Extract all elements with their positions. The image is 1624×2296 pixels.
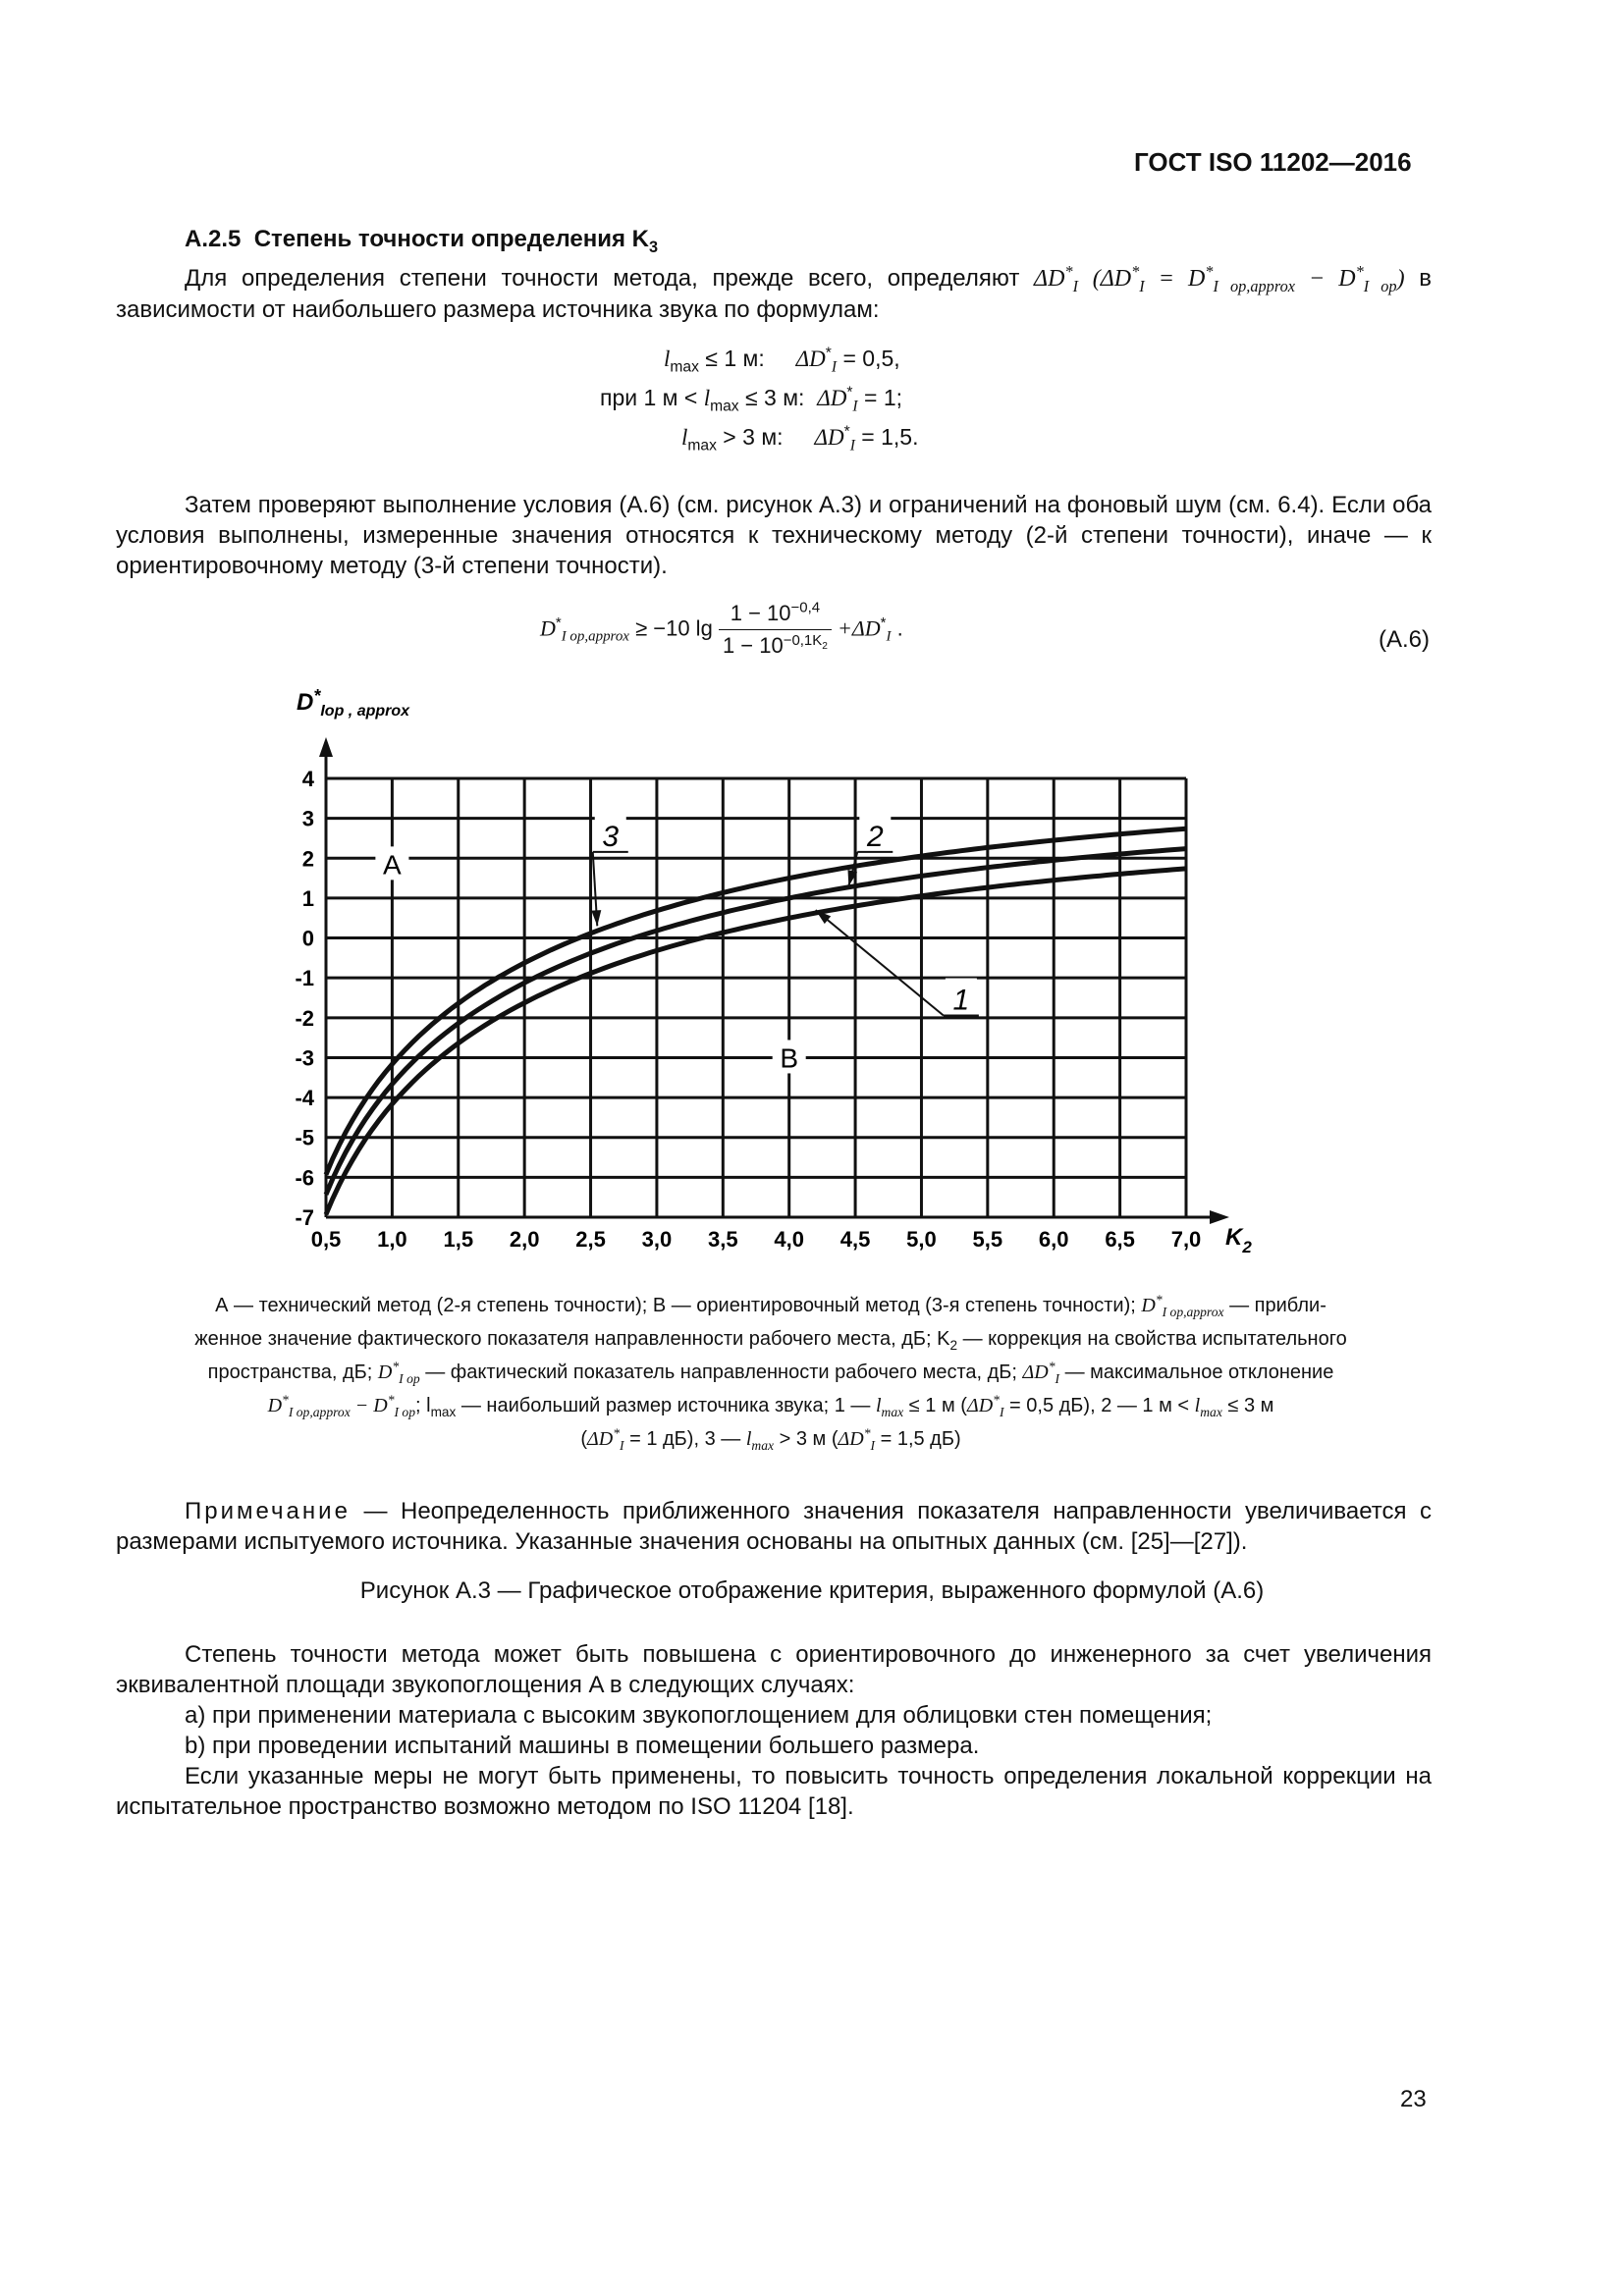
paragraph-line: Если указанные меры не могут быть применены, то повысить точность определения локальной коррекции на испытательное пространство возможно методом по ISO 11204 [18].: [116, 1763, 1432, 1820]
curve-number-label: 1: [952, 984, 970, 1017]
page-number: 23: [1400, 2086, 1427, 2112]
legend-line: А — технический метод (2-я степень точности); В — ориентировочный метод (3-я степень точности); $D^*_{I op,approx}$ — прибли-: [215, 1292, 1326, 1319]
chart-grid: [326, 778, 1186, 1217]
figure-legend: [128, 1289, 1414, 1456]
x-tick-label: 0,5: [310, 1227, 342, 1252]
equation-number: (А.6): [1379, 626, 1431, 653]
chart-curves: [326, 828, 1186, 1214]
y-tick-label: -4: [295, 1086, 314, 1111]
y-tick-label: 2: [301, 846, 314, 872]
y-axis-label: $D^*_{Iop , approx}$: [297, 687, 410, 720]
list-item: a) при применении материала с высоким звукопоглощением для облицовки стен помещения;: [185, 1702, 1213, 1729]
x-tick-label: 4,5: [839, 1227, 871, 1252]
y-tick-label: -7: [295, 1205, 314, 1230]
x-tick-label: 4,0: [774, 1227, 804, 1252]
x-tick-label: 1,5: [443, 1227, 474, 1252]
list-item: b) при проведении испытаний машины в помещении большего размера.: [185, 1733, 980, 1759]
y-tick-label: 4: [301, 767, 314, 791]
x-tick-label: 2,5: [575, 1227, 606, 1252]
intro-text-b: в зависимости от наибольшего размера источника звука по формулам:: [116, 265, 1432, 323]
chart-axes: [319, 737, 1229, 1224]
criterion-chart: [118, 687, 1276, 1266]
condition-row: $l_{max} \le 1$ м: $\Delta D^*_I = 0,5$,: [664, 345, 900, 376]
section-heading: [185, 226, 659, 256]
section-title-sub: 3: [649, 238, 659, 256]
y-tick-label: -6: [295, 1165, 314, 1191]
paragraph-line: Степень точности метода может быть повышена с ориентировочного до инженерного за счет увеличения эквивалентной площади звукопоглощения A в следующих случаях:: [116, 1641, 1432, 1698]
x-tick-label: 5,5: [972, 1227, 1003, 1252]
y-tick-label: -3: [295, 1045, 314, 1071]
formula-a6: $D^*_{I op,approx} \ge -10$ lg $\frac{1 - 10^{-0,4}}{1 - 10^{-0,1K_2}}$ $+\Delta D^*_I$ .: [540, 599, 903, 658]
x-tick-label: 6,0: [1038, 1227, 1069, 1252]
delta-d-symbol: $\Delta D^*_I$: [1034, 262, 1079, 295]
intro-paragraph: [116, 263, 1432, 325]
region-label-b: B: [780, 1042, 799, 1074]
legend-line: $D^*_{I op,approx} - D^*_{I op}$; $l_{max}$ — наибольший размер источника звука; 1 — $l_{max} \le 1$ м ($\Delta D^*_I = 0,5$ дБ), 2 — 1 $м < l_{max} \le 3$ м: [267, 1392, 1274, 1419]
region-label-a: A: [383, 849, 402, 881]
curve-number-label: 3: [602, 820, 620, 853]
paragraph-conditions: Затем проверяют выполнение условия (А.6) (см. рисунок А.3) и ограничений на фоновый шум (см. 6.4). Если оба условия выполнены, измеренные значения относятся к техническому методу (2-й степени точности), иначе — к ориентировочному методу (3-й степени точности).: [116, 492, 1432, 579]
note-text: — Неопределенность приближенного значения показателя направленности увеличивается с размерами испытуемого источника. Указанные значения основаны на опытных данных (см. [25]—[27]).: [116, 1498, 1432, 1555]
x-axis-label: $K_2$: [1225, 1224, 1252, 1256]
x-tick-label: 5,0: [906, 1227, 937, 1252]
standard-header: ГОСТ ISO 11202—2016: [1134, 147, 1412, 177]
y-tick-label: 0: [301, 926, 314, 951]
note-paragraph: [116, 1496, 1432, 1557]
condition-row: $l_{max} > 3$ м: $\Delta D^*_I = 1,5$.: [681, 423, 919, 454]
x-tick-label: 7,0: [1170, 1227, 1202, 1252]
x-tick-label: 3,5: [708, 1227, 738, 1252]
y-tick-label: 1: [301, 885, 314, 911]
legend-line: женное значение фактического показателя направленности рабочего места, дБ; $K_2$ — коррекция на свойства испытательного: [194, 1328, 1347, 1353]
y-tick-label: 3: [301, 806, 314, 831]
curve-2: [326, 849, 1186, 1195]
x-tick-label: 3,0: [641, 1227, 673, 1252]
y-tick-label: -1: [295, 966, 314, 991]
paragraph-accuracy: [116, 1639, 1432, 1822]
figure-caption: Рисунок А.3 — Графическое отображение критерия, выраженного формулой (А.6): [359, 1577, 1265, 1604]
section-number: А.2.5: [185, 226, 242, 252]
x-axis-arrow: [1210, 1210, 1229, 1224]
curve-leader-line: [816, 910, 944, 1015]
legend-line: пространства, дБ; $D^*_{I op}$ — фактический показатель направленности рабочего места, дБ; $\Delta D^*_I$ — максимальное отклонение: [207, 1359, 1334, 1386]
delta-d-definition: $(\Delta D^*_I = D^*_{I op,approx} - D^*_{I op})$: [1092, 262, 1405, 295]
formula-fraction: $\frac{1 - 10^{-0,4}}{1 - 10^{-0,1K_2}}$: [719, 601, 832, 659]
y-axis-arrow: [319, 737, 333, 757]
x-tick-label: 6,5: [1105, 1227, 1135, 1252]
note-label: Примечание: [185, 1498, 351, 1524]
intro-text-a: Для определения степени точности метода, прежде всего, определяют: [185, 265, 1020, 292]
condition-row: при 1 $м < l_{max} \le 3$ м: $\Delta D^*_I = 1$;: [600, 384, 903, 415]
curve-1: [326, 869, 1186, 1214]
x-tick-label: 1,0: [377, 1227, 407, 1252]
legend-line: ($\Delta D^*_I = 1$ дБ), 3 — $l_{max} > 3$ м ($\Delta D^*_I = 1,5$ дБ): [580, 1425, 961, 1453]
curve-number-label: 2: [866, 820, 884, 853]
y-tick-label: -2: [295, 1005, 314, 1031]
section-title: Степень точности определения K: [253, 226, 649, 252]
conditions-block: [585, 346, 998, 463]
x-tick-label: 2,0: [509, 1227, 540, 1252]
y-tick-label: -5: [295, 1125, 314, 1150]
